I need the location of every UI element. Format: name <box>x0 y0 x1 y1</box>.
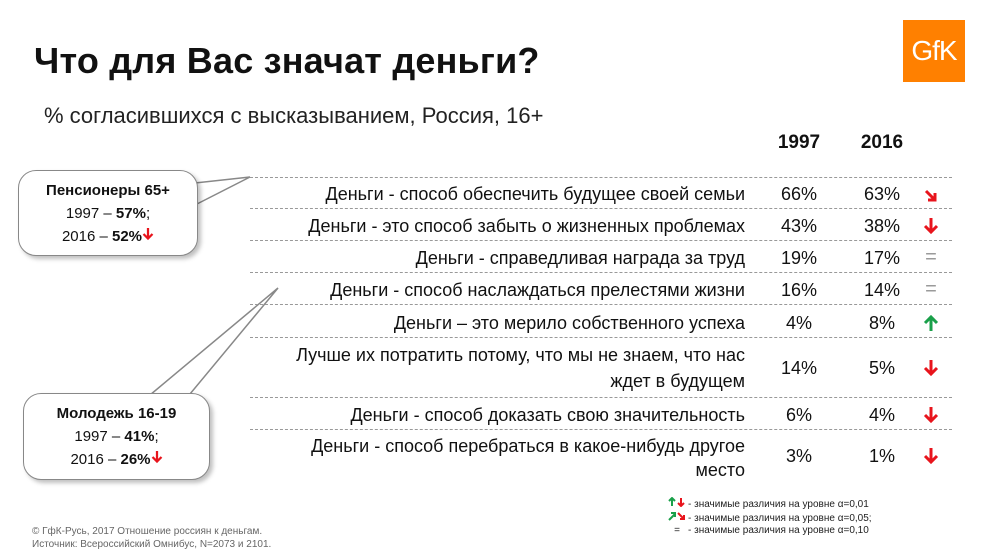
row-label-line1: Деньги - способ перебраться в какое-нибудь другое <box>311 436 745 456</box>
year-label: 2016 – <box>70 451 121 468</box>
row-label: Деньги - способ доказать свою значительность <box>350 405 745 425</box>
value-1997: 3% <box>785 446 812 466</box>
callout-pensioners <box>18 170 198 256</box>
pensioners-pointer <box>195 177 250 205</box>
diagonal-arrows-icon <box>666 511 688 524</box>
value-2016: 17% <box>863 248 901 268</box>
equals-icon: = <box>925 277 937 300</box>
down-arrow-icon <box>151 450 163 464</box>
row-label-line2: ждет в будущем <box>610 371 745 391</box>
value-2016: 38% <box>863 216 901 236</box>
separator: ; <box>145 205 151 222</box>
callout-line-1997 <box>19 202 197 225</box>
table-row <box>250 337 952 398</box>
value-1997: 4% <box>785 313 812 333</box>
year-label: 1997 – <box>74 428 125 445</box>
down-arrow-icon <box>914 446 948 466</box>
legend-text: - значимые различия на уровне α=0,05; <box>688 513 872 524</box>
table-row <box>250 429 952 485</box>
callout-youth <box>23 393 210 480</box>
row-label: Деньги - это способ забыть о жизненных проблемах <box>308 216 745 236</box>
up-down-arrows-icon <box>666 497 688 510</box>
row-label: Деньги – это мерило собственного успеха <box>393 313 745 333</box>
callout-line-2016 <box>24 448 209 471</box>
callout-heading: Молодежь 16-19 <box>56 405 177 422</box>
row-label-line2: место <box>695 460 745 480</box>
row-label-line1: Лучше их потратить потому, что мы не знаем, что нас <box>296 345 745 365</box>
table-row <box>250 240 952 273</box>
value-1997: 16% <box>780 280 818 300</box>
equals-icon: = <box>925 245 937 268</box>
value-1997: 43% <box>780 216 818 236</box>
down-right-arrow-icon <box>914 186 948 206</box>
page-subtitle: % согласившихся с высказыванием, Россия, 16+ <box>44 103 544 128</box>
separator: ; <box>154 428 159 445</box>
column-header-2016: 2016 <box>860 132 904 153</box>
value-1997: 66% <box>780 184 818 204</box>
year-label: 1997 – <box>65 205 116 222</box>
legend-item <box>666 525 869 536</box>
value: 52% <box>112 228 143 245</box>
table-row <box>250 304 952 338</box>
value-2016: 1% <box>868 446 895 466</box>
value: 26% <box>120 451 151 468</box>
legend-item <box>666 497 869 510</box>
down-arrow-icon <box>914 358 948 378</box>
table-row <box>250 272 952 305</box>
value: 41% <box>124 428 155 445</box>
row-label: Деньги - способ наслаждаться прелестями жизни <box>330 280 745 300</box>
down-arrow-icon <box>914 216 948 236</box>
year-label: 2016 – <box>61 228 112 245</box>
legend-item <box>666 511 872 524</box>
callout-line-1997 <box>24 425 209 448</box>
value-1997: 14% <box>780 358 818 378</box>
footer-source: Источник: Всероссийский Омнибус, N=2073 и 2101. <box>32 539 272 550</box>
callout-line-2016 <box>19 225 197 248</box>
footer-copyright: © ГфК-Русь, 2017 Отношение россиян к деньгам. <box>32 526 263 537</box>
logo-text: GfK <box>911 35 957 66</box>
value: 57% <box>115 205 146 222</box>
callout-heading: Пенсионеры 65+ <box>46 182 170 199</box>
page-title: Что для Вас значат деньги? <box>34 40 540 81</box>
legend-text: - значимые различия на уровне α=0,01 <box>688 499 869 510</box>
row-label: Деньги - справедливая награда за труд <box>415 248 745 268</box>
up-arrow-icon <box>914 313 948 333</box>
row-label: Деньги - способ обеспечить будущее своей семьи <box>325 184 745 204</box>
value-1997: 6% <box>785 405 812 425</box>
table-row <box>250 208 952 241</box>
table-row <box>250 177 952 209</box>
down-arrow-icon <box>914 405 948 425</box>
table-row <box>250 397 952 430</box>
value-2016: 5% <box>868 358 895 378</box>
value-2016: 4% <box>868 405 895 425</box>
equals-icon: = <box>674 525 680 536</box>
column-header-1997: 1997 <box>777 132 821 153</box>
legend-text: - значимые различия на уровне α=0,10 <box>688 525 869 536</box>
down-arrow-icon <box>142 227 154 241</box>
value-2016: 14% <box>863 280 901 300</box>
value-1997: 19% <box>780 248 818 268</box>
value-2016: 8% <box>868 313 895 333</box>
value-2016: 63% <box>863 184 901 204</box>
